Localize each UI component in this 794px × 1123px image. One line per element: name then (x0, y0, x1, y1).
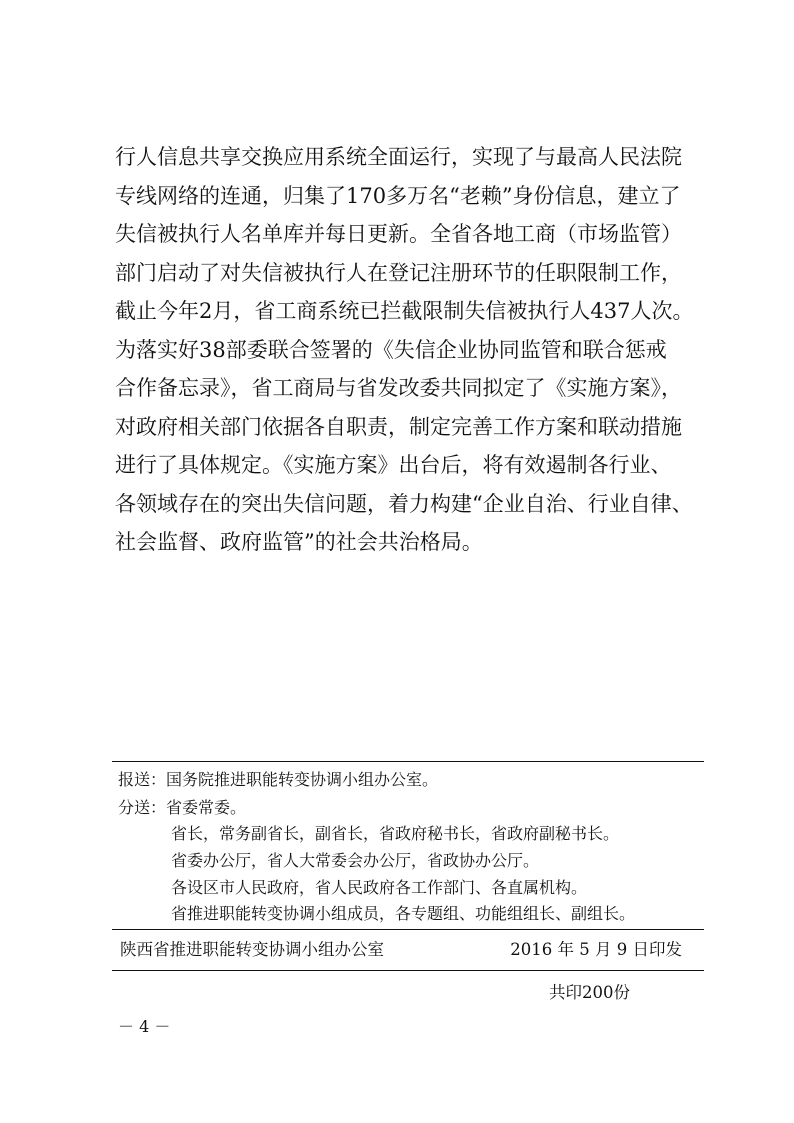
copy-to-recipient: 各设区市人民政府，省人民政府各工作部门、各直属机构。 (171, 878, 588, 897)
body-line: 行人信息共享交换应用系统全面运行，实现了与最高人民法院 (115, 145, 682, 169)
distribution-top-rule (112, 761, 704, 762)
copy-to-row (118, 795, 246, 821)
body-line: 为落实好38部委联合签署的《失信企业协同监管和联合惩戒 (115, 337, 667, 362)
copy-to-recipient: 省委办公厅，省人大常委会办公厅，省政协办公厅。 (171, 851, 540, 870)
copy-to-recipient: 省推进职能转变协调小组成员，各专题组、功能组组长、副组长。 (171, 904, 636, 923)
body-line: 对政府相关部门依据各自职责，制定完善工作方案和联动措施 (115, 414, 682, 439)
body-paragraph (115, 138, 695, 562)
copy-to-recipient: 省委常委。 (166, 798, 247, 817)
body-line: 社会监督、政府监管”的社会共治格局。 (115, 530, 483, 554)
body-line: 部门启动了对失信被执行人在登记注册环节的任职限制工作， (115, 260, 682, 285)
sent-to-label: 报送： (118, 770, 167, 789)
issue-date: 2016 年 5 月 9 日印发 (510, 940, 682, 959)
issuance-top-rule (112, 929, 704, 930)
page-number: － 4 － (118, 1017, 171, 1036)
copy-to-recipient: 省长，常务副省长，副省长，省政府秘书长，省政府副秘书长。 (171, 824, 620, 843)
body-line: 各领域存在的突出失信问题，着力构建“企业自治、行业自律、 (115, 491, 693, 516)
body-line: 失信被执行人名单库并每日更新。全省各地工商（市场监管） (115, 222, 682, 246)
sent-to-row (118, 767, 438, 793)
copy-to-label: 分送： (118, 798, 167, 817)
body-line: 截止今年2月，省工商系统已拦截限制失信被执行人437人次。 (115, 299, 694, 323)
issuance-bottom-rule (112, 970, 704, 971)
body-line: 进行了具体规定。《实施方案》出台后，将有效遏制各行业、 (115, 453, 672, 477)
print-count: 共印200份 (549, 983, 630, 1002)
sent-to-recipient: 国务院推进职能转变协调小组办公室。 (166, 770, 439, 789)
body-line: 专线网络的连通，归集了170多万名“老赖”身份信息，建立了 (115, 183, 681, 208)
body-line: 合作备忘录》，省工商局与省发改委共同拟定了《实施方案》， (115, 376, 682, 400)
issuer-name: 陕西省推进职能转变协调小组办公室 (120, 940, 384, 959)
